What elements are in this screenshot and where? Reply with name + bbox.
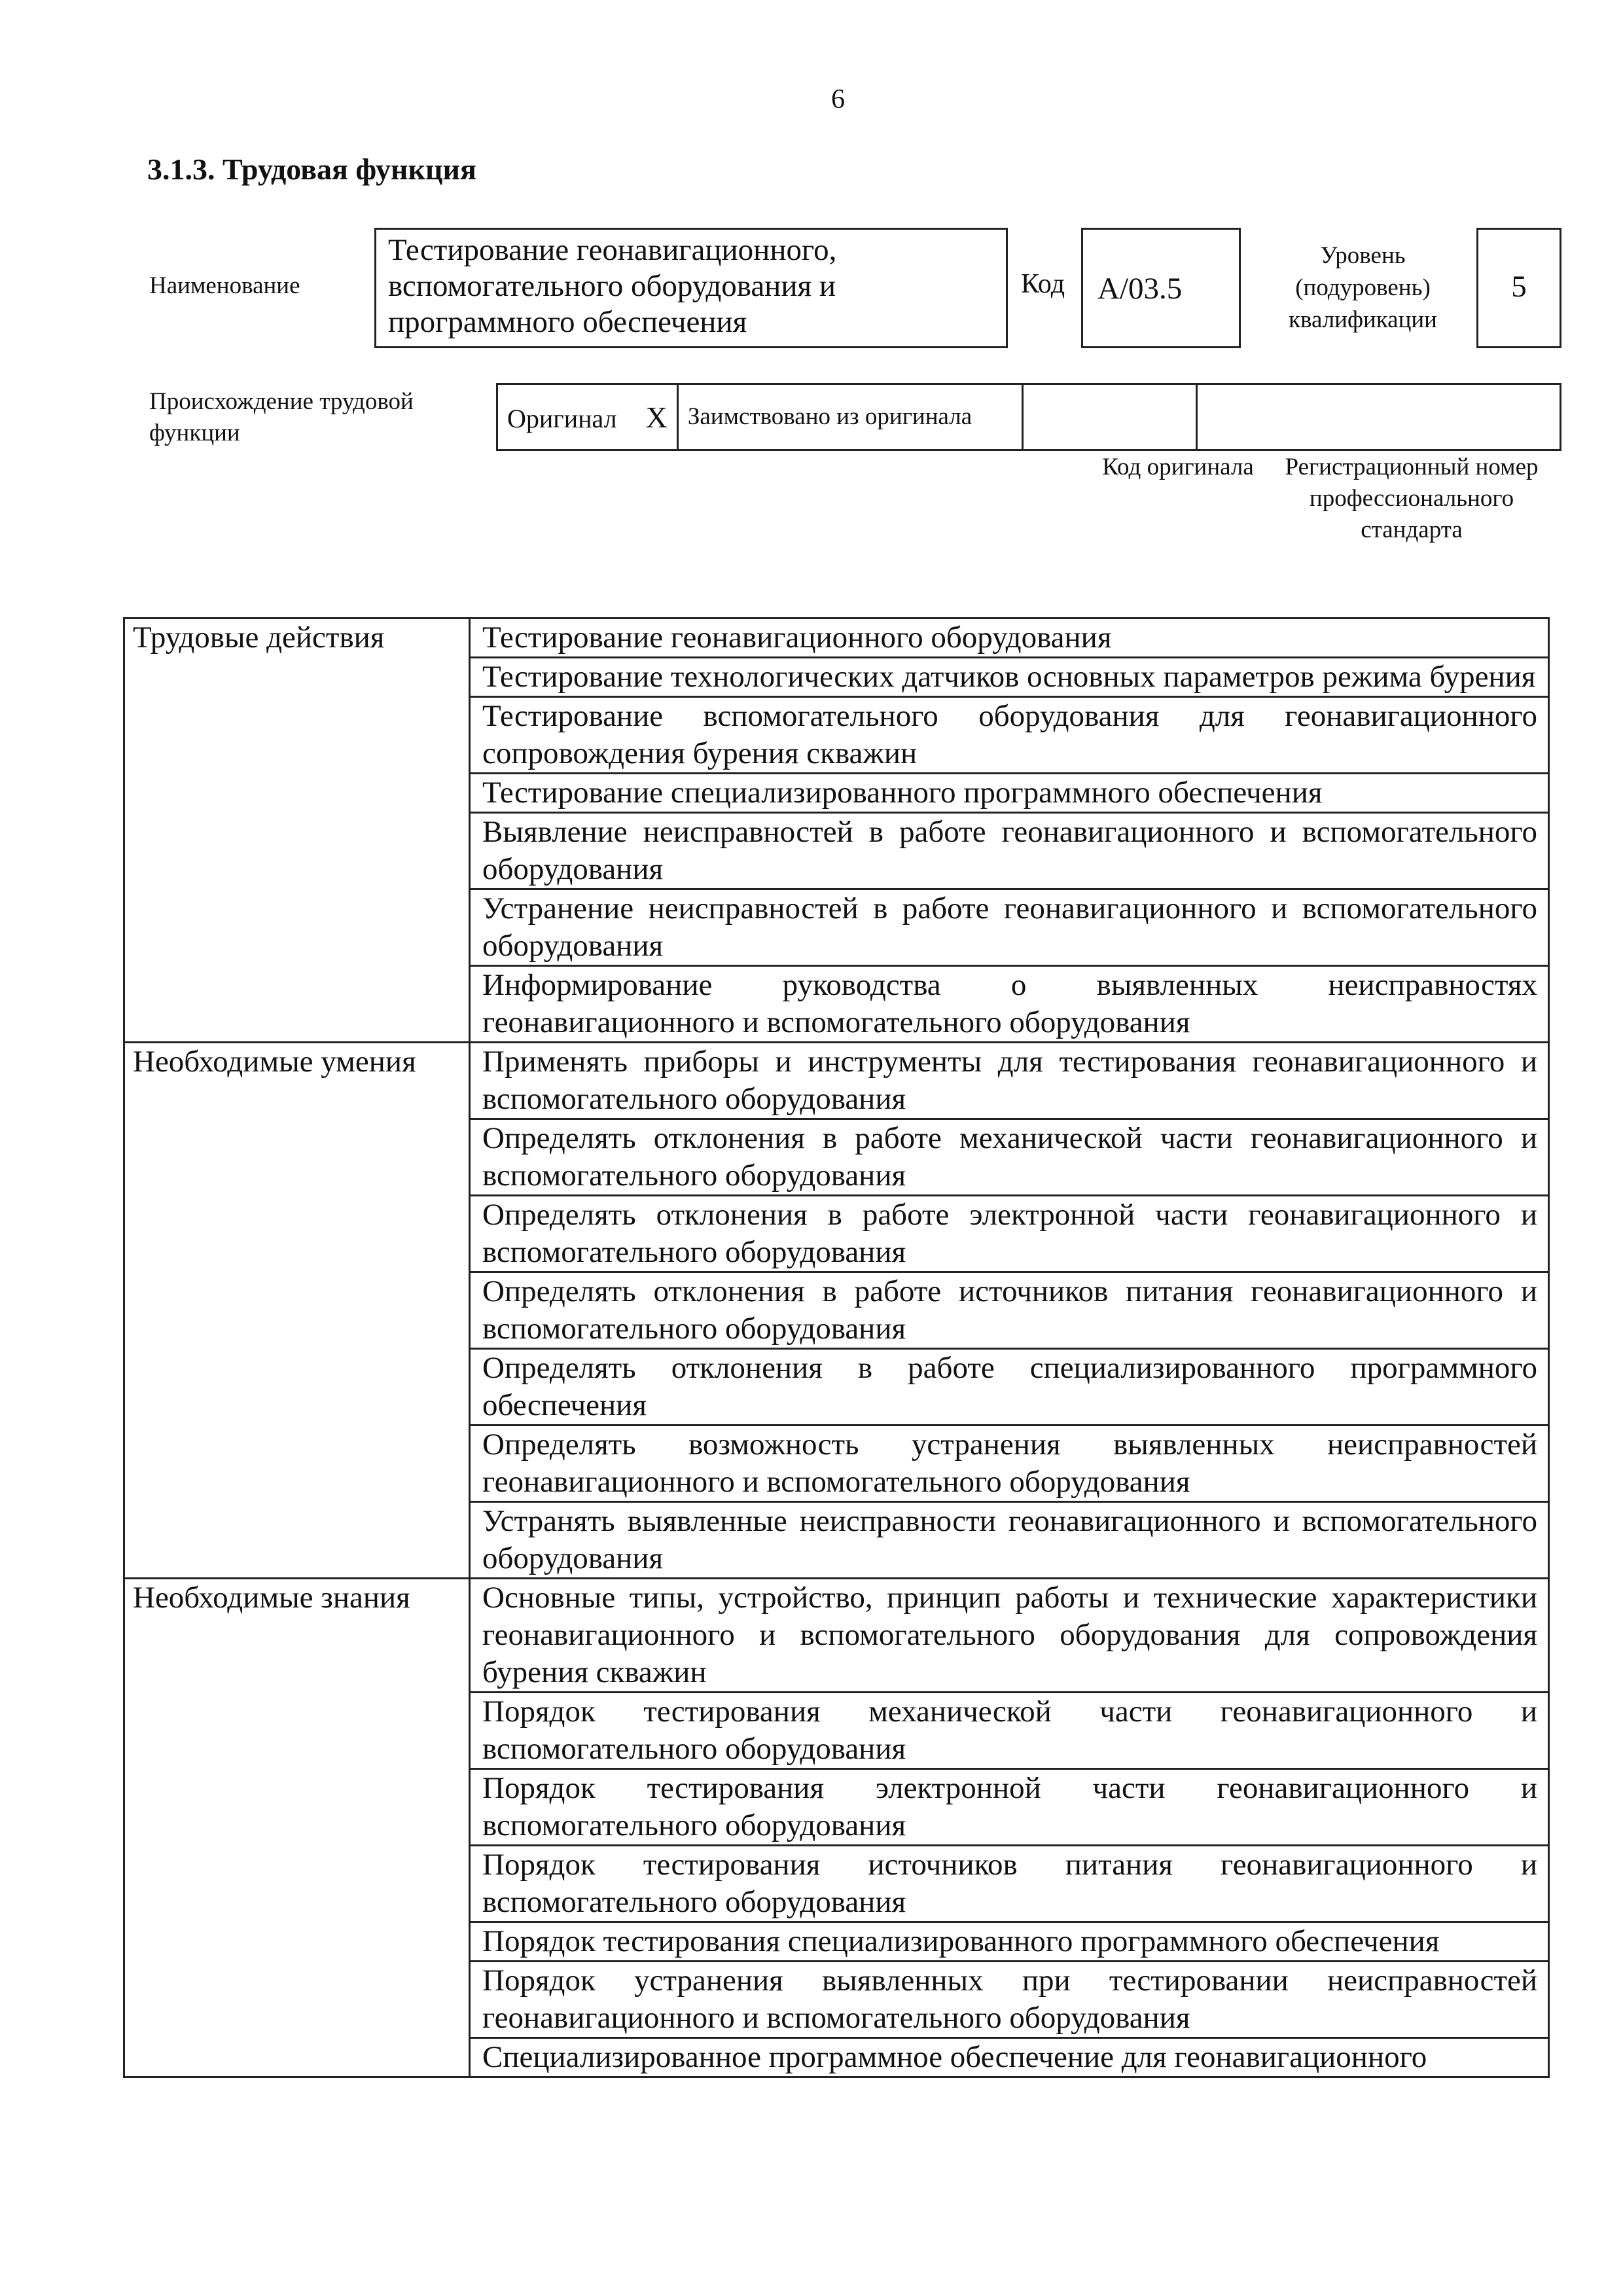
section-item: Основные типы, устройство, принцип работы и технические характеристики геонавигационного и вспомогательного оборудования для сопровождения бурения скважин: [470, 1579, 1549, 1693]
level-value: 5: [1511, 270, 1527, 304]
section-item: Информирование руководства о выявленных неисправностях геонавигационного и вспомогательного оборудования: [470, 966, 1549, 1043]
section-item: Определять отклонения в работе специализированного программного обеспечения: [470, 1349, 1549, 1426]
section-item: Специализированное программное обеспечение для геонавигационного: [470, 2038, 1549, 2077]
section-item: Устранение неисправностей в работе геонавигационного и вспомогательного оборудования: [470, 889, 1549, 966]
origin-label: Происхождение трудовой функции: [149, 388, 414, 446]
section-item: Устранять выявленные неисправности геонавигационного и вспомогательного оборудования: [470, 1502, 1549, 1579]
page-number: 6: [831, 84, 845, 115]
section-item: Определять отклонения в работе электронной части геонавигационного и вспомогательного оборудования: [470, 1196, 1549, 1272]
section-item: Применять приборы и инструменты для тестирования геонавигационного и вспомогательного оборудования: [470, 1043, 1549, 1119]
origin-borrowed-label: Заимствовано из оригинала: [687, 403, 972, 430]
table-row: [124, 1043, 1549, 1119]
table-row: [124, 619, 1549, 658]
section-item: Порядок тестирования источников питания геонавигационного и вспомогательного оборудования: [470, 1846, 1549, 1922]
section-title: 3.1.3. Трудовая функция: [147, 152, 476, 186]
code-value-box: [1081, 228, 1241, 348]
level-label: Уровень (подуровень) квалификации: [1289, 242, 1437, 333]
section-item: Порядок тестирования специализированного программного обеспечения: [470, 1922, 1549, 1962]
name-value-box: [374, 228, 1008, 348]
section-item: Порядок тестирования механической части геонавигационного и вспомогательного оборудования: [470, 1693, 1549, 1769]
function-table: [123, 617, 1550, 2078]
code-value: A/03.5: [1097, 272, 1183, 306]
origin-borrowed-cell: [677, 384, 1022, 450]
section-item: Определять возможность устранения выявленных неисправностей геонавигационного и вспомогательного оборудования: [470, 1426, 1549, 1502]
section-item: Определять отклонения в работе механической части геонавигационного и вспомогательного оборудования: [470, 1119, 1549, 1196]
section-item: Тестирование технологических датчиков основных параметров режима бурения: [470, 658, 1549, 697]
section-item: Тестирование вспомогательного оборудования для геонавигационного сопровождения бурения скважин: [470, 697, 1549, 774]
origin-reg-cell: [1196, 384, 1560, 450]
section-category: Необходимые знания: [124, 1579, 470, 2077]
section-item: Порядок устранения выявленных при тестировании неисправностей геонавигационного и вспомогательного оборудования: [470, 1962, 1549, 2038]
section-category: Трудовые действия: [124, 619, 470, 1043]
origin-reg-caption: Регистрационный номер профессионального стандарта: [1285, 454, 1539, 543]
origin-code-caption: Код оригинала: [1102, 454, 1254, 480]
section-item: Порядок тестирования электронной части геонавигационного и вспомогательного оборудования: [470, 1769, 1549, 1846]
origin-original-cell: [497, 384, 678, 450]
table-row: [124, 1579, 1549, 1693]
function-table-body: [124, 619, 1549, 2077]
section-category: Необходимые умения: [124, 1043, 470, 1579]
section-item: Тестирование геонавигационного оборудования: [470, 619, 1549, 658]
code-label: Код: [1021, 269, 1065, 299]
level-value-box: [1476, 228, 1561, 348]
name-value: Тестирование геонавигационного, вспомогательного оборудования и программного обеспечения: [388, 233, 837, 339]
section-item: Выявление неисправностей в работе геонавигационного и вспомогательного оборудования: [470, 813, 1549, 889]
section-item: Тестирование специализированного программного обеспечения: [470, 774, 1549, 813]
origin-code-cell: [1022, 384, 1196, 450]
name-label: Наименование: [149, 272, 300, 299]
origin-original-label: Оригинал: [507, 403, 617, 433]
origin-table: [496, 383, 1561, 451]
origin-original-mark: X: [645, 400, 668, 434]
section-item: Определять отклонения в работе источников питания геонавигационного и вспомогательного оборудования: [470, 1272, 1549, 1349]
